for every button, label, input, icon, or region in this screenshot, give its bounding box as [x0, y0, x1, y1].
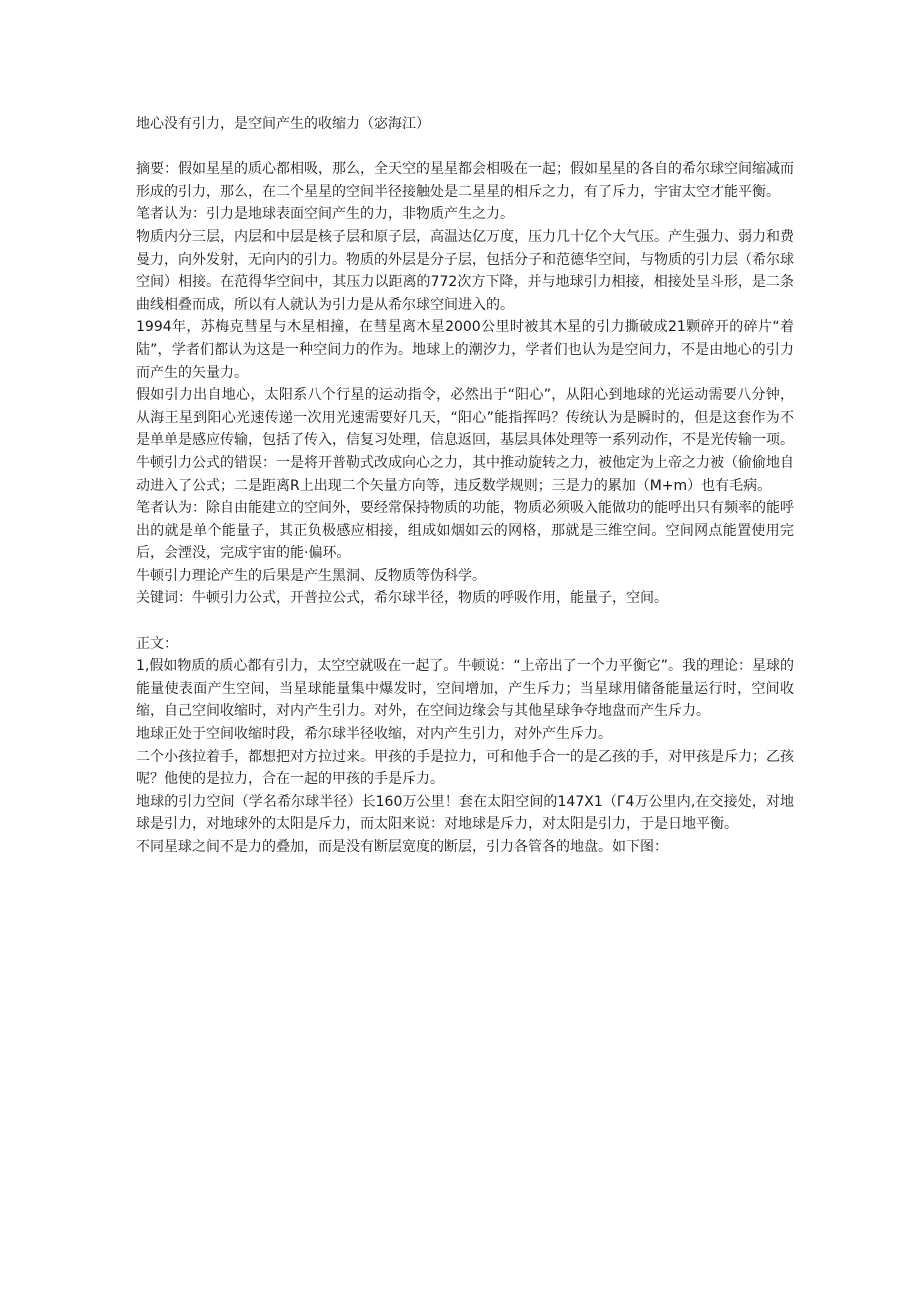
comet-paragraph: 1994年，苏梅克彗星与木星相撞，在彗星离木星2000公里时被其木星的引力撕破成21颗碎开的碎片“着陆”，学者们都认为这是一种空间力的作为。地球上的潮汐力，学者们也认为是空间力，不是由地心的引力而产生的矢量力。 [136, 319, 794, 381]
matter-layers-paragraph: 物质内分三层，内层和中层是核子层和原子层，高温达亿万度，压力几十亿个大气压。产生强力、弱力和费曼力，向外发射，无向内的引力。物质的外层是分子层，包括分子和范德华空间，与物质的引力层（希尔球空间）相接。在范得华空间中，其压力以距离的772次方下降，并与地球引力相接，相接处呈斗形，是二条曲线相叠而成，所以有人就认为引力是从希尔球空间进入的。 [136, 228, 794, 313]
document-page [136, 113, 794, 859]
spacer [136, 136, 794, 159]
author-view-space-paragraph: 笔者认为：除自由能建立的空间外，要经常保持物质的功能，物质必须吸入能做功的能呼出只有频率的能呼出的就是单个能量子，其正负极感应相接，组成如烟如云的网格，那就是三维空间。空间网点能置使用完后，会湮没，完成宇宙的能·偏环。 [136, 500, 794, 562]
spacer [136, 610, 794, 633]
author-view-paragraph: 笔者认为：引力是地球表面空间产生的力，非物质产生之力。 [136, 206, 514, 223]
body-paragraph: 地球正处于空间收缩时段，希尔球半径收缩，对内产生引力，对外产生斥力。 [136, 726, 612, 743]
consequence-paragraph: 牛顿引力理论产生的后果是产生黑洞、反物质等伪科学。 [136, 567, 486, 584]
body-heading: 正文： [136, 635, 178, 652]
newton-errors-paragraph: 牛顿引力公式的错误：一是将开普勒式改成向心之力，其中推动旋转之力，被他定为上帝之力被（偷偷地自动进入了公式；二是距离R上出现二个矢量方向等，违反数学规则；三是力的累加（M+m）也有毛病。 [136, 454, 794, 494]
document-title: 地心没有引力，是空间产生的收缩力（宓海江） [136, 116, 430, 132]
body-paragraph: 1,假如物质的质心都有引力，太空空就吸在一起了。牛顿说：“上帝出了一个力平衡它”。我的理论：星球的能量使表面产生空间，当星球能量集中爆发时，空间增加，产生斥力；当星球用储备能量运行时，空间收缩，自己空间收缩时，对内产生引力。对外，在空间边缘会与其他星球争夺地盘而产生斥力。 [136, 658, 794, 720]
keywords-paragraph: 关键词：牛顿引力公式，开普拉公式，希尔球半径，物质的呼吸作用，能量子，空间。 [136, 590, 668, 607]
body-paragraph: 不同星球之间不是力的叠加，而是没有断层宽度的断层，引力各管各的地盘。如下图： [136, 839, 668, 855]
sun-center-paragraph: 假如引力出自地心，太阳系八个行星的运动指令，必然出于“阳心”，从阳心到地球的光运动需要八分钟，从海王星到阳心光速传递一次用光速需要好几天，“阳心”能指挥吗？传统认为是瞬时的，但是这套作为不是单单是感应传输，包括了传入，信复习处理，信息返回，基层具体处理等一系列动作，不是光传输一项。 [136, 387, 794, 449]
body-paragraph: 二个小孩拉着手，都想把对方拉过来。甲孩的手是拉力，可和他手合一的是乙孩的手，对甲孩是斥力；乙孩呢？他使的是拉力，合在一起的甲孩的手是斥力。 [136, 748, 794, 788]
abstract-paragraph: 摘要：假如星星的质心都相吸，那么，全天空的星星都会相吸在一起；假如星星的各自的希尔球空间缩减而形成的引力，那么，在二个星星的空间半径接触处是二星星的相斥之力，有了斥力，宇宙太空才能平衡。 [136, 161, 794, 200]
body-paragraph: 地球的引力空间（学名希尔球半径）长160万公里！套在太阳空间的147X1（Г4万公里内,在交接处，对地球是引力，对地球外的太阳是斥力，而太阳来说：对地球是斥力，对太阳是引力，于是日地平衡。 [136, 793, 794, 833]
